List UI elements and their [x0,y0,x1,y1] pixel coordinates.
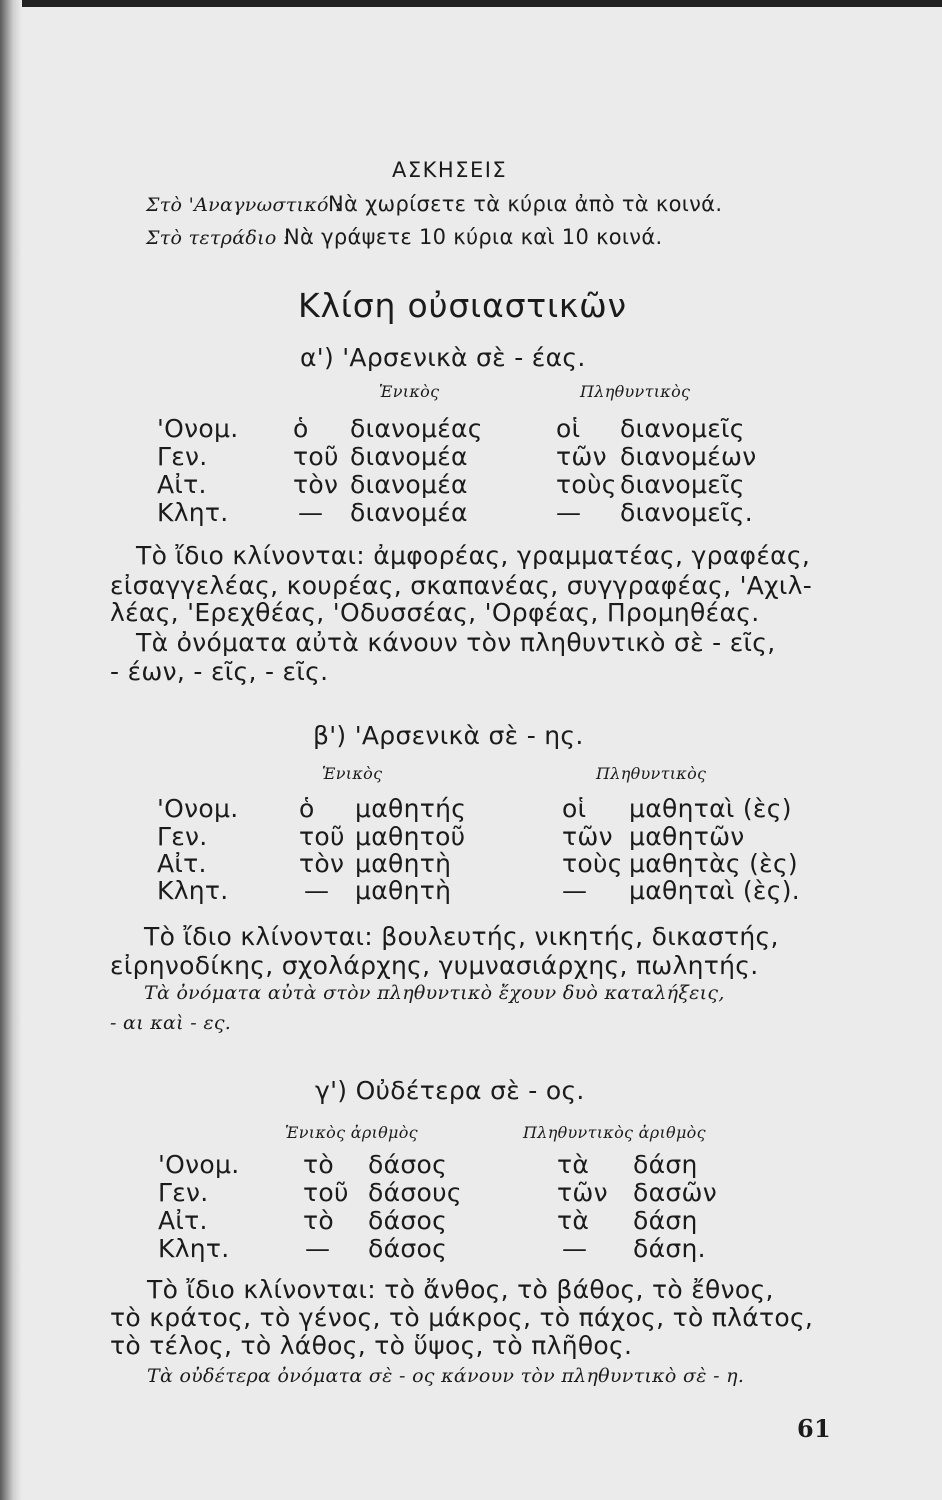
section-c-singular-header: Ἑνικὸς ἀριθμὸς [285,1123,418,1142]
section-a-para1-line: Τὸ ἴδιο κλίνονται: ἀμφορέας, γραμματέας, γραφέας, [136,541,811,570]
case-label: 'Ονομ. [157,414,239,443]
plural-form: διανομέων [620,442,757,471]
singular-article: τὸ [303,1206,334,1235]
case-label: Κλητ. [157,876,229,905]
page-heading: Κλίση οὐσιαστικῶν [298,286,627,325]
singular-article: — [304,876,330,905]
exercise-2-text: Νὰ γράψετε 10 κύρια καὶ 10 κοινά. [284,225,663,249]
section-b-para1-line: εἰρηνοδίκης, σχολάρχης, γυμνασιάρχης, πωλητής. [110,951,759,980]
plural-form: μαθηταὶ (ὲς). [629,876,801,905]
section-b-para2-line: - αι καὶ - ες. [110,1012,232,1034]
plural-form: δάση [633,1206,698,1235]
plural-article: οἱ [562,794,587,823]
section-a-para1-line: εἰσαγγελέας, κουρέας, σκαπανέας, συγγραφέας, 'Αχιλ- [110,571,813,600]
case-label: Κλητ. [158,1234,230,1263]
plural-article: τὰ [557,1150,590,1179]
case-label: 'Ονομ. [157,794,239,823]
plural-article: τῶν [557,1178,608,1207]
singular-article: τοῦ [303,1178,349,1207]
section-c-para1-line: Τὸ ἴδιο κλίνονται: τὸ ἄνθος, τὸ βάθος, τὸ ἔθνος, [147,1275,774,1304]
singular-article: τὸν [299,849,345,878]
section-c-para1-line: τὸ κράτος, τὸ γένος, τὸ μάκρος, τὸ πάχος, τὸ πλάτος, [110,1303,814,1332]
singular-article: τοῦ [299,822,345,851]
singular-form: δάσος [368,1150,448,1179]
page-number: 61 [797,1414,831,1443]
section-a-para1-line: λέας, 'Ερεχθέας, 'Οδυσσέας, 'Ορφέας, Προμηθέας. [110,598,760,627]
section-a-plural-header: Πληθυντικὸς [580,382,691,401]
plural-form: δασῶν [633,1178,718,1207]
plural-form: δάση [633,1150,698,1179]
singular-article: τὸν [293,470,339,499]
scan-binding-shadow [0,0,22,1500]
singular-article: τὸ [303,1150,334,1179]
section-b-singular-header: Ἑνικὸς [322,764,383,783]
case-label: Γεν. [157,442,208,471]
plural-article: τῶν [556,442,607,471]
plural-article: τοὺς [562,849,623,878]
singular-form: δάσος [368,1234,448,1263]
exercise-1-label: Στὸ 'Αναγνωστικό : [146,194,342,216]
exercise-2-label: Στὸ τετράδιο : [146,227,290,249]
section-b-para2-line: Τὰ ὀνόματα αὐτὰ στὸν πληθυντικὸ ἔχουν δυὸ καταλήξεις, [144,982,725,1004]
exercises-title: ΑΣΚΗΣΕΙΣ [392,158,508,182]
plural-form: διανομεῖς [620,414,745,443]
scan-top-edge [0,0,942,7]
singular-form: διανομέα [350,470,468,499]
case-label: Γεν. [158,1178,209,1207]
singular-article: τοῦ [293,442,339,471]
section-a-title: α') 'Αρσενικὰ σὲ - έας. [300,343,586,372]
plural-form: μαθηταὶ (ὲς) [629,794,792,823]
plural-article: — [556,498,582,527]
plural-article: τῶν [562,822,613,851]
plural-article: — [562,876,588,905]
plural-article: τὰ [557,1206,590,1235]
section-c-plural-header: Πληθυντικὸς ἀριθμὸς [523,1123,706,1142]
plural-article: τοὺς [556,470,617,499]
case-label: Αἰτ. [158,1206,208,1235]
singular-article: ὁ [299,794,315,823]
case-label: Κλητ. [157,498,229,527]
case-label: 'Ονομ. [158,1150,240,1179]
plural-form: διανομεῖς. [620,498,753,527]
singular-form: διανομέα [350,498,468,527]
plural-article: — [562,1234,588,1263]
singular-article: — [298,498,324,527]
plural-form: δάση. [633,1234,706,1263]
singular-form: μαθητοῦ [355,822,466,851]
section-c-para1-line: τὸ τέλος, τὸ λάθος, τὸ ὕψος, τὸ πλῆθος. [110,1331,633,1360]
singular-article: — [305,1234,331,1263]
singular-form: δάσους [368,1178,462,1207]
section-b-plural-header: Πληθυντικὸς [596,764,707,783]
section-a-singular-header: Ἑνικὸς [379,382,440,401]
section-c-para2-line: Τὰ οὐδέτερα ὀνόματα σὲ - ος κάνουν τὸν πληθυντικὸ σὲ - η. [147,1365,745,1387]
plural-article: οἱ [556,414,581,443]
singular-form: διανομέας [350,414,483,443]
section-a-para2-line: Τὰ ὀνόματα αὐτὰ κάνουν τὸν πληθυντικὸ σὲ - εῖς, [136,628,776,657]
singular-form: μαθητὴ [355,876,452,905]
singular-form: δάσος [368,1206,448,1235]
plural-form: μαθητὰς (ὲς) [629,849,798,878]
section-c-title: γ') Οὐδέτερα σὲ - ος. [315,1076,585,1105]
singular-form: μαθητής [355,794,467,823]
case-label: Γεν. [157,822,208,851]
singular-article: ὁ [293,414,309,443]
plural-form: μαθητῶν [629,822,745,851]
case-label: Αἰτ. [157,470,207,499]
section-a-para2-line: - έων, - εῖς, - εῖς. [110,657,329,686]
singular-form: διανομέα [350,442,468,471]
singular-form: μαθητὴ [355,849,452,878]
plural-form: διανομεῖς [620,470,745,499]
section-b-title: β') 'Αρσενικὰ σὲ - ης. [313,721,584,750]
section-b-para1-line: Τὸ ἴδιο κλίνονται: βουλευτής, νικητής, δικαστής, [144,922,779,951]
case-label: Αἰτ. [157,849,207,878]
exercise-1-text: Νὰ χωρίσετε τὰ κύρια ἀπὸ τὰ κοινά. [328,192,723,216]
